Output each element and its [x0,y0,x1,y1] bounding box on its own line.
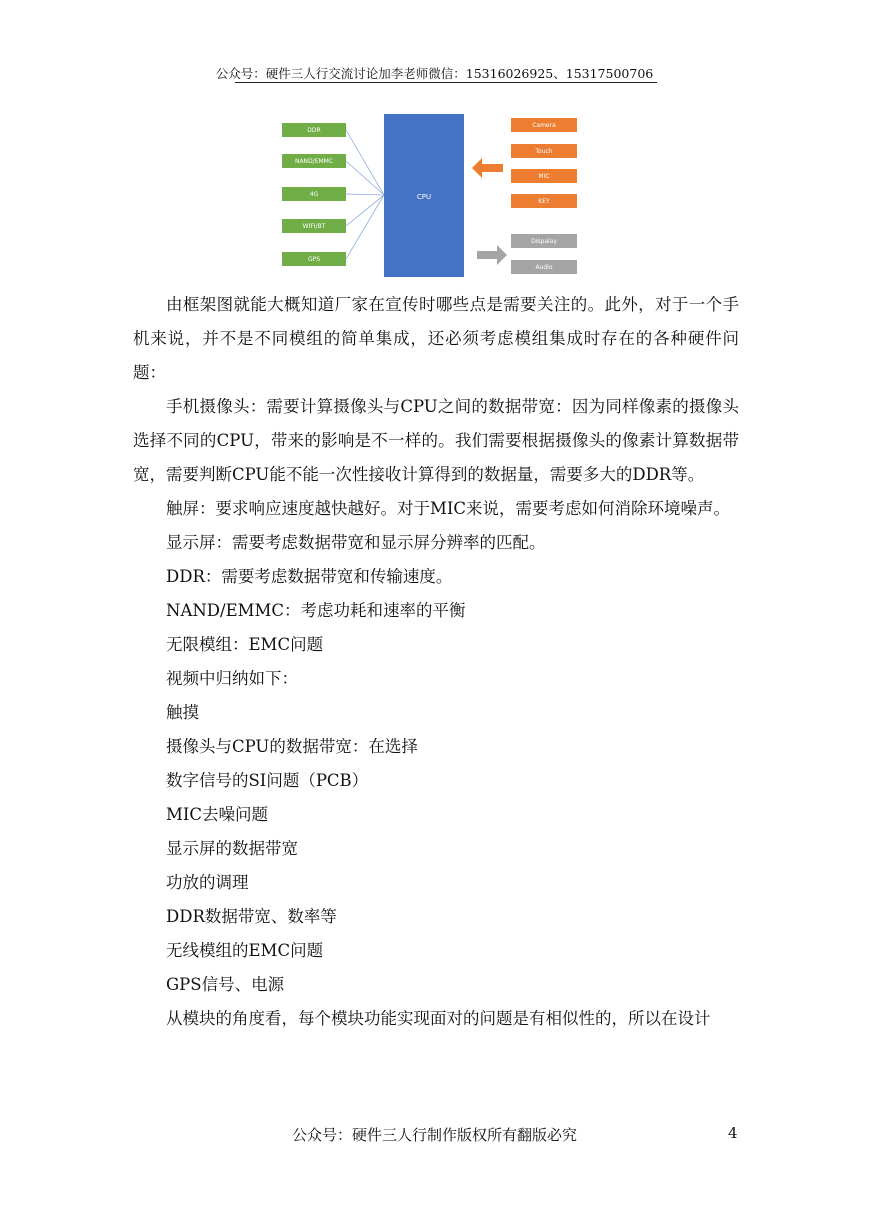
connector-line [346,195,384,259]
left-module-box-label: 4G [309,191,319,199]
paragraph: 摄像头与CPU的数据带宽：在选择 [166,737,418,756]
connector-line [346,195,384,226]
paragraph: 无限模组：EMC问题 [166,635,324,654]
page-number: 4 [728,1124,738,1142]
body-text [133,288,739,1036]
connector-line [346,194,384,195]
page-header: 公众号：硬件三人行交流讨论加李老师微信：15316026925、15317500706 [215,66,654,81]
input-arrow-icon [472,158,503,178]
paragraph: 从模块的角度看，每个模块功能实现面对的问题是有相似性的，所以在设计 [166,1009,711,1028]
left-module-box-label: DDR [307,127,321,135]
paragraph: NAND/EMMC：考虑功耗和速率的平衡 [166,601,466,620]
paragraph: MIC去噪问题 [166,805,269,824]
left-module-box-label: GPS [307,256,321,264]
output-module-box-label: Audio [535,264,553,272]
paragraph: 手机摄像头：需要计算摄像头与CPU之间的数据带宽：因为同样像素的摄像头选择不同的CPU，带来的影响是不一样的。我们需要根据摄像头的像素计算数据带宽，需要判断CPU能不能一次性接收计算得到的数据量，需要多大的DDR等。 [133,397,739,484]
paragraph: 视频中归纳如下： [166,669,298,688]
paragraph: 功放的调理 [166,873,249,892]
paragraph: 显示屏：需要考虑数据带宽和显示屏分辨率的匹配。 [166,533,546,552]
paragraph: DDR数据带宽、数率等 [166,907,337,926]
block-diagram [270,108,600,280]
input-module-box-label: KEY [538,198,550,206]
cpu-label: CPU [416,193,432,201]
paragraph: 数字信号的SI问题（PCB） [166,771,369,790]
input-module-box-label: Camera [532,122,556,130]
connector-line [346,161,384,195]
input-module-box-label: MIC [538,173,550,181]
paragraph: DDR：需要考虑数据带宽和传输速度。 [166,567,453,586]
header-rule [235,82,657,83]
paragraph: 无线模组的EMC问题 [166,941,324,960]
paragraph: GPS信号、电源 [166,975,285,994]
paragraph: 显示屏的数据带宽 [166,839,298,858]
left-module-box-label: NAND/EMMC [294,158,334,166]
output-module-box-label: Dispalay [531,238,557,246]
input-module-box-label: Touch [535,148,553,156]
output-arrow-icon [477,245,507,265]
paragraph: 触摸 [166,703,199,722]
paragraph: 由框架图就能大概知道厂家在宣传时哪些点是需要关注的。此外，对于一个手机来说，并不是不同模组的简单集成，还必须考虑模组集成时存在的各种硬件问题： [133,295,739,382]
left-module-box-label: WIFI/BT [302,223,326,231]
paragraph: 触屏：要求响应速度越快越好。对于MIC来说，需要考虑如何消除环境噪声。 [166,499,731,518]
page-footer: 公众号：硬件三人行制作版权所有翻版必究 [291,1126,577,1144]
connector-line [346,130,384,195]
